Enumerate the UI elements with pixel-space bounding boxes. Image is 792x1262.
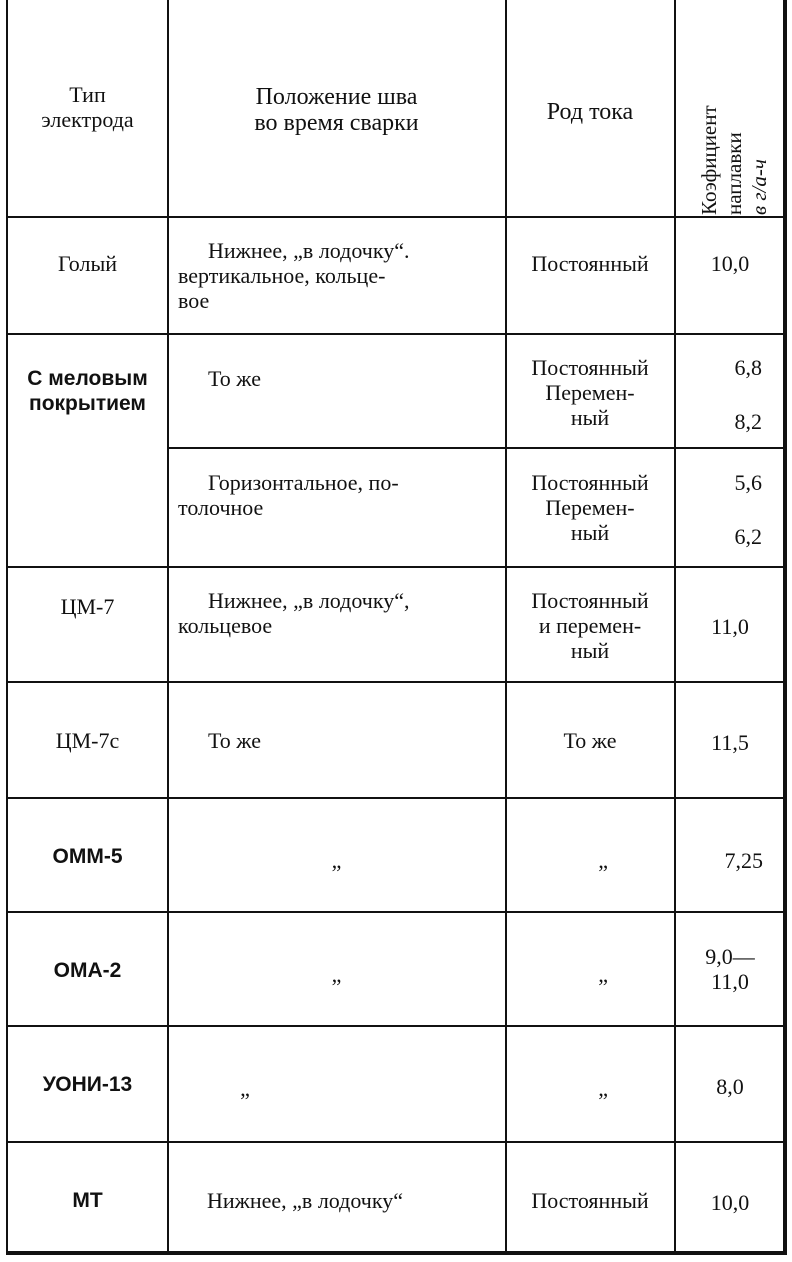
row-current-line: ный — [570, 520, 610, 545]
row-position-line: Нижнее, „в лодочку“. — [208, 238, 410, 263]
column-divider — [674, 0, 676, 1251]
row-divider — [6, 1025, 787, 1027]
row-type: ОМА-2 — [53, 959, 122, 982]
row-divider — [6, 797, 787, 799]
header-coef-line1: Коэфициент — [697, 105, 721, 215]
row-current-line: Перемен- — [545, 380, 635, 405]
row-coefficient: 8,2 — [734, 409, 762, 434]
row-current: „ — [598, 848, 608, 873]
row-divider — [6, 1141, 787, 1143]
row-position: То же — [208, 728, 261, 753]
row-type: ЦМ-7 — [60, 594, 115, 619]
row-current: Постоянный — [531, 251, 649, 276]
row-coefficient: 5,6 — [734, 470, 762, 495]
row-position: „ — [331, 848, 342, 873]
row-coefficient: 6,8 — [734, 355, 762, 380]
row-current-line: Перемен- — [545, 495, 635, 520]
row-position — [178, 238, 503, 313]
row-position — [178, 470, 503, 520]
row-current: „ — [598, 1076, 608, 1101]
row-position-line: Горизонтальное, по- — [208, 470, 399, 495]
row-current: То же — [563, 728, 617, 753]
row-coefficient: 11,0 — [711, 614, 749, 639]
row-current: „ — [598, 962, 608, 987]
row-position: „ — [240, 1076, 250, 1101]
row-coefficient-line: 11,0 — [711, 969, 749, 994]
header-current: Род тока — [546, 99, 634, 125]
row-position — [178, 588, 503, 638]
row-type: ЦМ-7с — [55, 728, 120, 753]
row-coefficient: 6,2 — [734, 524, 762, 549]
row-type-line: С меловым — [27, 367, 148, 390]
row-coefficient: 7,25 — [724, 848, 763, 873]
row-type: МТ — [72, 1189, 103, 1212]
row-coefficient — [677, 944, 783, 994]
row-position: Нижнее, „в лодочку“ — [207, 1188, 403, 1213]
subrow-divider — [168, 447, 787, 449]
row-divider — [6, 333, 787, 335]
row-position-line: Нижнее, „в лодочку“, — [208, 588, 410, 613]
row-coefficient-line: 9,0— — [705, 944, 755, 969]
header-type — [10, 82, 165, 132]
row-position: То же — [208, 366, 261, 391]
row-type-line: покрытием — [29, 392, 146, 415]
row-current-line: и перемен- — [538, 613, 642, 638]
row-position-line: толочное — [178, 495, 264, 520]
header-position — [170, 84, 503, 136]
row-type — [10, 366, 165, 416]
row-position-line: кольцевое — [178, 613, 273, 638]
row-divider — [6, 681, 787, 683]
header-position-line2: во время сварки — [254, 110, 419, 136]
row-current-line: Постоянный — [531, 470, 649, 495]
header-type-line1: Тип — [69, 82, 106, 107]
row-divider — [6, 911, 787, 913]
row-position-line: вертикальное, кольце- — [178, 263, 386, 288]
row-current — [508, 470, 672, 545]
row-position: „ — [331, 962, 342, 987]
row-current: Постоянный — [531, 1188, 649, 1213]
row-type: Голый — [57, 251, 118, 276]
row-current — [508, 588, 672, 663]
row-current-line: ный — [570, 405, 610, 430]
row-coefficient: 11,5 — [711, 730, 749, 755]
header-coef-line3: в г/а-ч — [747, 159, 771, 215]
row-current-line: ный — [570, 638, 610, 663]
column-divider — [505, 0, 507, 1251]
row-coefficient: 10,0 — [710, 1190, 750, 1215]
row-coefficient: 8,0 — [716, 1074, 744, 1099]
header-position-line1: Положение шва — [255, 84, 418, 110]
row-current-line: Постоянный — [531, 588, 649, 613]
row-coefficient: 10,0 — [710, 251, 750, 276]
row-type: ОММ-5 — [52, 845, 123, 868]
row-current — [508, 355, 672, 430]
column-divider — [167, 0, 169, 1251]
header-coefficient — [697, 35, 777, 215]
header-divider — [6, 216, 787, 218]
row-current-line: Постоянный — [531, 355, 649, 380]
row-type: УОНИ-13 — [42, 1073, 133, 1096]
header-type-line2: электрода — [41, 107, 134, 132]
header-coef-line2: наплавки — [722, 132, 746, 215]
row-position-line: вое — [178, 288, 210, 313]
row-divider — [6, 566, 787, 568]
